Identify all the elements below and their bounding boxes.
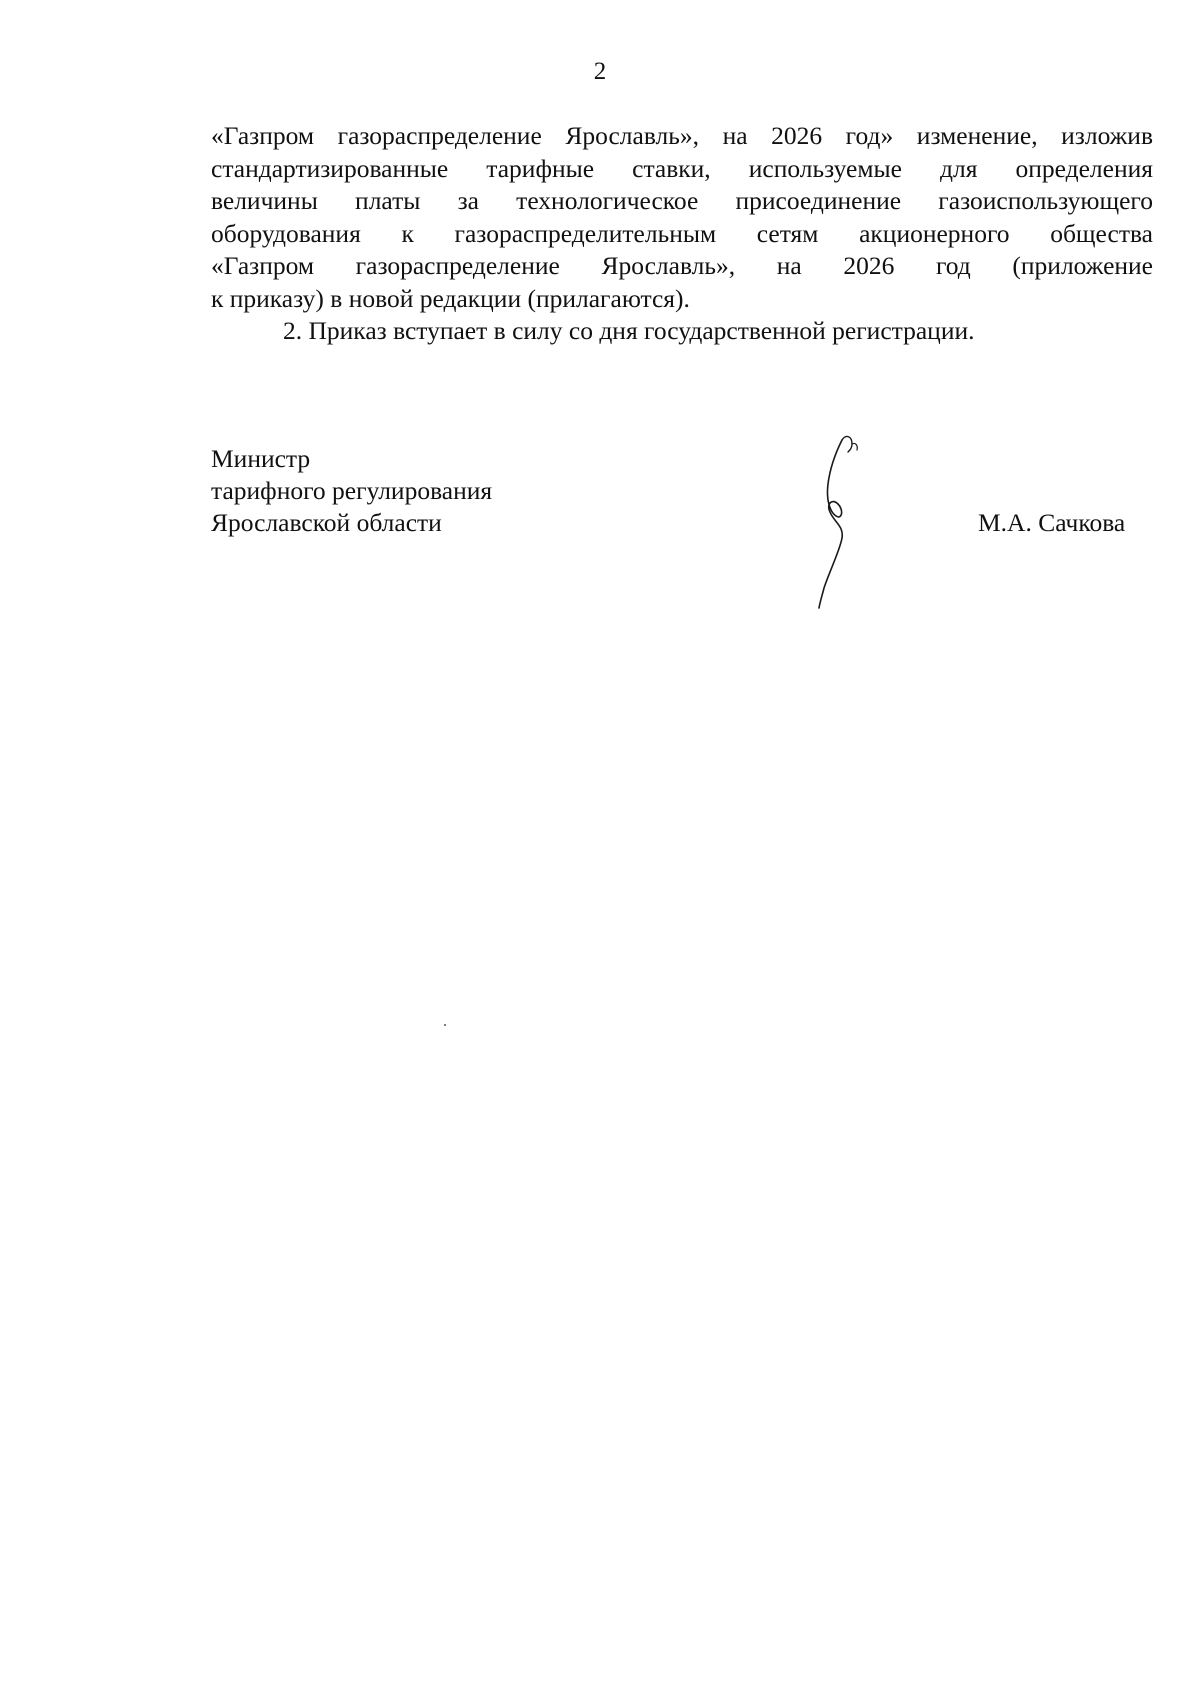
paragraph-line: величины платы за технологическое присоединение газоиспользующего	[211, 186, 1153, 215]
position-line: Ярославской области	[211, 508, 442, 537]
position-line: тарифного регулирования	[211, 476, 493, 505]
paragraph-line: «Газпром газораспределение Ярославль», на 2026 год» изменение, изложив	[211, 121, 1153, 150]
document-body	[211, 120, 1153, 348]
page-number: 2	[593, 58, 607, 85]
paragraph-line: к приказу) в новой редакции (прилагаются).	[211, 283, 690, 313]
paragraph-item-2: 2. Приказ вступает в силу со дня государственной регистрации.	[283, 316, 975, 345]
paragraph-line: «Газпром газораспределение Ярославль», на 2026 год (приложение	[211, 251, 1153, 280]
handwritten-signature	[800, 430, 890, 610]
paragraph-line: стандартизированные тарифные ставки, используемые для определения	[211, 153, 1153, 183]
paragraph-continued	[211, 120, 1153, 315]
scan-artifact-dot	[444, 1024, 446, 1026]
paragraph-line: оборудования к газораспределительным сетям акционерного общества	[211, 218, 1153, 248]
position-line: Министр	[211, 444, 311, 473]
signatory-position	[211, 443, 492, 539]
signer-name: М.А. Сачкова	[978, 508, 1126, 537]
